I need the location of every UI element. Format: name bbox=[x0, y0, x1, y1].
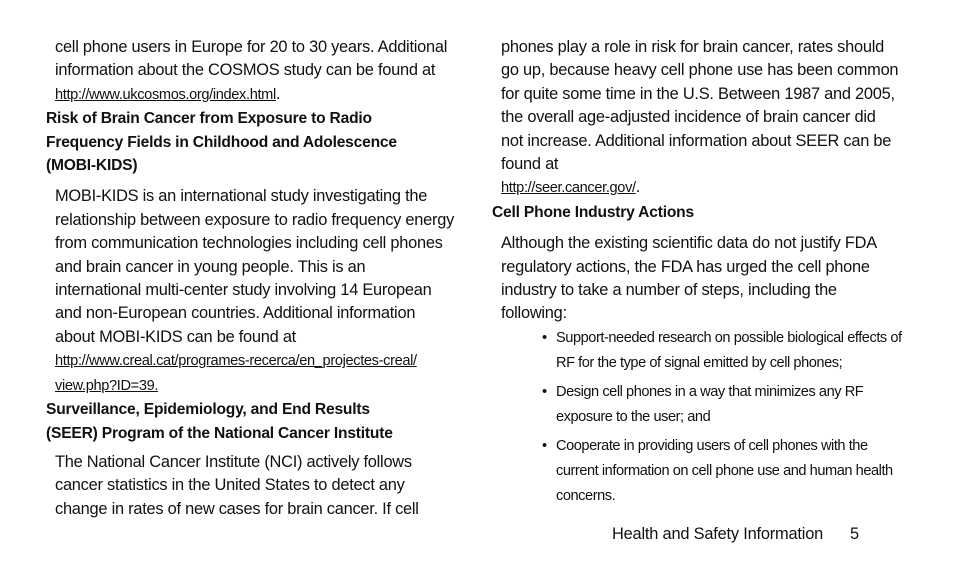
list-item bbox=[542, 326, 902, 377]
body-line: not increase. Additional information about SEER can be bbox=[501, 131, 892, 150]
right-column bbox=[492, 36, 902, 513]
body-line: cancer statistics in the United States to detect any bbox=[55, 476, 405, 495]
mobikids-heading bbox=[46, 107, 456, 177]
list-item-line: exposure to the user; and bbox=[556, 409, 711, 426]
mobikids-link-part-2[interactable]: view.php?ID=39. bbox=[55, 377, 159, 394]
heading-line: Surveillance, Epidemiology, and End Results bbox=[46, 401, 370, 419]
heading-line: (MOBI-KIDS) bbox=[46, 157, 138, 175]
body-line: and non-European countries. Additional information bbox=[55, 304, 416, 323]
page-number: 5 bbox=[850, 525, 860, 543]
industry-heading: Cell Phone Industry Actions bbox=[492, 203, 694, 221]
body-line: MOBI-KIDS is an international study investigating the bbox=[55, 187, 428, 206]
body-line: and brain cancer in young people. This is an bbox=[55, 257, 366, 276]
body-line: international multi-center study involving 14 European bbox=[55, 281, 432, 300]
heading-line: Frequency Fields in Childhood and Adolescence bbox=[46, 133, 397, 151]
heading-line: Risk of Brain Cancer from Exposure to Radio bbox=[46, 110, 372, 128]
body-line: for quite some time in the U.S. Between 1987 and 2005, bbox=[501, 84, 895, 103]
body-line: about MOBI-KIDS can be found at bbox=[55, 327, 296, 346]
list-item-line: Support-needed research on possible biological effects of bbox=[556, 329, 902, 346]
body-line: go up, because heavy cell phone use has been common bbox=[501, 61, 899, 80]
cosmos-paragraph bbox=[55, 36, 456, 107]
body-line: regulatory actions, the FDA has urged the cell phone bbox=[501, 257, 870, 276]
list-item-line: Design cell phones in a way that minimizes any RF bbox=[556, 383, 864, 400]
body-line: found at bbox=[501, 155, 559, 174]
cosmos-link[interactable]: http://www.ukcosmos.org/index.html bbox=[55, 86, 276, 103]
footer-section-title: Health and Safety Information bbox=[612, 525, 824, 543]
body-line: Although the existing scientific data do not justify FDA bbox=[501, 234, 877, 253]
body-line: the overall age-adjusted incidence of brain cancer did bbox=[501, 108, 876, 127]
body-line: cell phone users in Europe for 20 to 30 years. Additional bbox=[55, 38, 448, 56]
seer-continued-paragraph bbox=[501, 36, 902, 201]
body-line: information about the COSMOS study can be found at bbox=[55, 61, 436, 80]
body-line: from communication technologies including cell phones bbox=[55, 234, 443, 253]
seer-link-line bbox=[501, 176, 902, 200]
cosmos-link-line bbox=[55, 83, 456, 107]
body-line: industry to take a number of steps, including the bbox=[501, 281, 837, 300]
bullet-icon: • bbox=[542, 329, 547, 346]
list-item-line: current information on cell phone use and human health bbox=[556, 462, 893, 479]
left-column bbox=[46, 36, 456, 521]
link-trailer: . bbox=[635, 178, 641, 197]
seer-heading bbox=[46, 398, 456, 445]
body-line: change in rates of new cases for brain cancer. If cell bbox=[55, 499, 419, 518]
industry-paragraph bbox=[501, 232, 902, 326]
seer-link[interactable]: http://seer.cancer.gov/ bbox=[501, 180, 636, 197]
list-item-line: Cooperate in providing users of cell phones with the bbox=[556, 437, 868, 454]
bullet-icon: • bbox=[542, 383, 547, 400]
industry-actions-list bbox=[492, 326, 902, 510]
heading-line: (SEER) Program of the National Cancer Institute bbox=[46, 424, 393, 442]
seer-paragraph bbox=[55, 451, 456, 521]
list-item-line: concerns. bbox=[556, 488, 616, 505]
mobikids-paragraph bbox=[55, 185, 456, 398]
body-line: relationship between exposure to radio frequency energy bbox=[55, 210, 455, 229]
list-item bbox=[542, 434, 902, 510]
body-line: The National Cancer Institute (NCI) actively follows bbox=[55, 452, 412, 471]
bullet-icon: • bbox=[542, 437, 547, 454]
mobikids-link-line bbox=[55, 349, 456, 373]
list-item-line: RF for the type of signal emitted by cell phones; bbox=[556, 355, 843, 372]
list-item bbox=[542, 380, 902, 431]
link-trailer: . bbox=[275, 84, 281, 103]
body-line: phones play a role in risk for brain cancer, rates should bbox=[501, 38, 884, 56]
mobikids-link-line bbox=[55, 374, 456, 398]
mobikids-link-part-1[interactable]: http://www.creal.cat/programes-recerca/en_projectes-creal/ bbox=[55, 353, 417, 370]
body-line: following: bbox=[501, 304, 567, 323]
